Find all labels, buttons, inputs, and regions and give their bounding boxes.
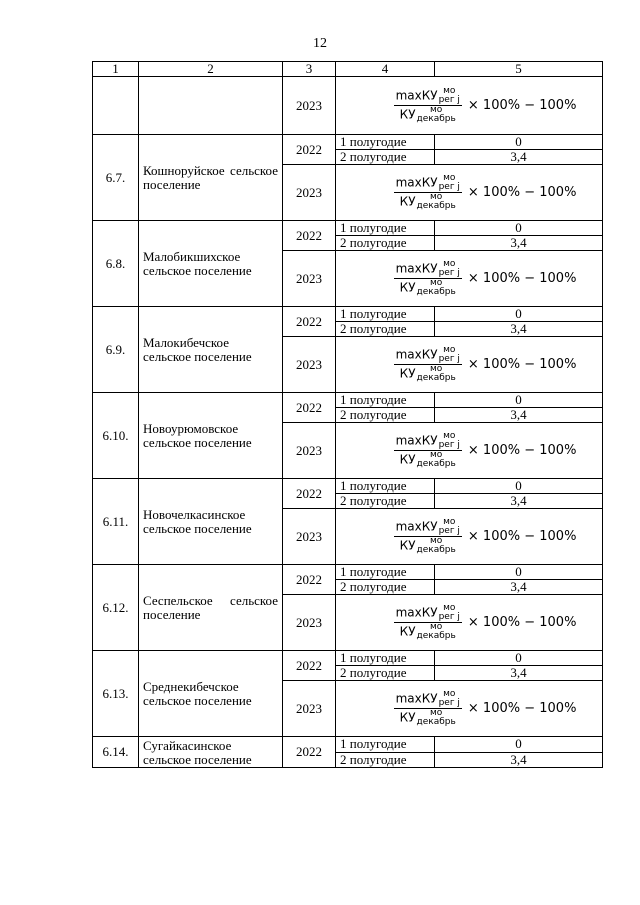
formula-den-sub: декабрь — [416, 545, 456, 555]
formula-den-main: КУ — [399, 624, 416, 639]
half-year-value: 0 — [435, 135, 603, 150]
formula — [394, 87, 577, 124]
formula-cell — [336, 509, 603, 565]
half-year-label: 1 полугодие — [336, 393, 435, 408]
formula-numerator — [394, 174, 462, 192]
formula-fraction — [394, 518, 462, 555]
table-row — [93, 307, 603, 322]
formula-fraction — [394, 174, 462, 211]
row-year: 2023 — [283, 77, 336, 135]
half-year-value: 0 — [435, 221, 603, 236]
formula-num-indices — [439, 518, 460, 536]
formula-fraction — [394, 432, 462, 469]
row-year: 2022 — [283, 393, 336, 423]
formula-den-sub: декабрь — [416, 373, 456, 383]
settlement-name: Среднекибечское сельское поселение — [139, 651, 283, 737]
table-body — [93, 62, 603, 768]
row-number: 6.9. — [93, 307, 139, 393]
half-year-value: 3,4 — [435, 666, 603, 681]
half-year-value: 3,4 — [435, 236, 603, 251]
formula-num-main: maxКУ — [395, 605, 438, 620]
half-year-value: 0 — [435, 307, 603, 322]
formula-den-sup: мо — [430, 105, 443, 115]
table-row — [93, 651, 603, 666]
half-year-value: 3,4 — [435, 580, 603, 595]
half-year-value: 0 — [435, 393, 603, 408]
row-number: 6.14. — [93, 737, 139, 768]
formula-denominator — [398, 537, 458, 555]
formula-num-sup: мо — [443, 431, 456, 441]
half-year-value: 3,4 — [435, 150, 603, 165]
formula-den-sub: декабрь — [416, 287, 456, 297]
formula-numerator — [394, 260, 462, 278]
formula-cell — [336, 681, 603, 737]
half-year-label: 2 полугодие — [336, 408, 435, 423]
formula-tail: × 100% − 100% — [467, 356, 577, 372]
formula-den-sup: мо — [430, 192, 443, 202]
formula-tail: × 100% − 100% — [467, 614, 577, 630]
row-year: 2022 — [283, 479, 336, 509]
settlement-name: Кошноруйское сельское поселение — [139, 135, 283, 221]
formula-den-main: КУ — [399, 538, 416, 553]
row-year: 2022 — [283, 221, 336, 251]
row-number: 6.7. — [93, 135, 139, 221]
half-year-value: 3,4 — [435, 322, 603, 337]
table-row — [93, 565, 603, 580]
formula-num-sub: рег j — [438, 526, 460, 536]
header-col-5: 5 — [435, 62, 603, 77]
formula-tail: × 100% − 100% — [467, 442, 577, 458]
formula-num-sub: рег j — [438, 182, 460, 192]
formula-num-sup: мо — [443, 259, 456, 269]
settlement-name: Малокибечское сельское поселение — [139, 307, 283, 393]
half-year-label: 2 полугодие — [336, 666, 435, 681]
formula-num-sub: рег j — [438, 612, 460, 622]
header-col-4: 4 — [336, 62, 435, 77]
formula-den-sub: декабрь — [416, 114, 456, 124]
settlement-name: Новоурюмовское сельское поселение — [139, 393, 283, 479]
formula-den-sub: декабрь — [416, 459, 456, 469]
half-year-value: 3,4 — [435, 494, 603, 509]
formula-num-sup: мо — [443, 517, 456, 527]
formula-fraction — [394, 690, 462, 727]
formula-num-sub: рег j — [438, 440, 460, 450]
formula-num-sub: рег j — [438, 268, 460, 278]
formula-fraction — [394, 87, 462, 124]
formula — [394, 260, 577, 297]
formula-denominator — [398, 623, 458, 641]
formula — [394, 518, 577, 555]
formula — [394, 690, 577, 727]
formula-num-indices — [439, 690, 460, 708]
formula-num-indices — [439, 260, 460, 278]
header-col-2: 2 — [139, 62, 283, 77]
formula-den-main: КУ — [399, 452, 416, 467]
row-year: 2023 — [283, 509, 336, 565]
formula-tail: × 100% − 100% — [467, 270, 577, 286]
half-year-label: 2 полугодие — [336, 752, 435, 768]
formula — [394, 174, 577, 211]
row-year: 2022 — [283, 565, 336, 595]
formula-den-main: КУ — [399, 107, 416, 122]
formula-den-indices — [417, 279, 456, 297]
header-col-1: 1 — [93, 62, 139, 77]
settlement-name: Малобикшихское сельское поселение — [139, 221, 283, 307]
formula-cell — [336, 337, 603, 393]
indicator-table — [92, 61, 603, 768]
formula-cell — [336, 595, 603, 651]
formula-num-indices — [439, 174, 460, 192]
formula-numerator — [394, 346, 462, 364]
table-row — [93, 479, 603, 494]
formula-den-indices — [417, 623, 456, 641]
formula-num-sup: мо — [443, 689, 456, 699]
formula-num-indices — [439, 432, 460, 450]
row-year: 2022 — [283, 135, 336, 165]
formula-den-indices — [417, 193, 456, 211]
row-year: 2023 — [283, 337, 336, 393]
formula-tail: × 100% − 100% — [467, 97, 577, 113]
half-year-label: 1 полугодие — [336, 479, 435, 494]
header-col-3: 3 — [283, 62, 336, 77]
half-year-label: 2 полугодие — [336, 322, 435, 337]
row-year: 2023 — [283, 595, 336, 651]
row-year: 2023 — [283, 251, 336, 307]
formula-numerator — [394, 604, 462, 622]
formula-den-main: КУ — [399, 366, 416, 381]
table-row — [93, 221, 603, 236]
row-number — [93, 77, 139, 135]
formula-num-sub: рег j — [438, 698, 460, 708]
row-year: 2023 — [283, 165, 336, 221]
formula-den-sub: декабрь — [416, 717, 456, 727]
formula-den-main: КУ — [399, 710, 416, 725]
row-number: 6.10. — [93, 393, 139, 479]
formula-num-main: maxКУ — [395, 175, 438, 190]
formula — [394, 604, 577, 641]
row-number: 6.8. — [93, 221, 139, 307]
formula-cell — [336, 77, 603, 135]
formula-cell — [336, 251, 603, 307]
row-year: 2023 — [283, 681, 336, 737]
formula-denominator — [398, 709, 458, 727]
table-row — [93, 737, 603, 753]
formula — [394, 346, 577, 383]
page-number: 12 — [313, 36, 327, 51]
half-year-label: 1 полугодие — [336, 651, 435, 666]
half-year-label: 1 полугодие — [336, 221, 435, 236]
formula-num-sup: мо — [443, 603, 456, 613]
formula-numerator — [394, 87, 462, 105]
formula-tail: × 100% − 100% — [467, 700, 577, 716]
settlement-name: Сеспельское сельское поселение — [139, 565, 283, 651]
half-year-label: 1 полугодие — [336, 565, 435, 580]
half-year-label: 1 полугодие — [336, 737, 435, 753]
formula-den-sup: мо — [430, 364, 443, 374]
formula-num-sup: мо — [443, 86, 456, 96]
formula-den-main: КУ — [399, 194, 416, 209]
settlement-name: Сугайкасинское сельское поселение — [139, 737, 283, 768]
formula-den-sup: мо — [430, 450, 443, 460]
row-number: 6.12. — [93, 565, 139, 651]
formula-fraction — [394, 260, 462, 297]
formula-num-main: maxКУ — [395, 261, 438, 276]
formula-num-sup: мо — [443, 345, 456, 355]
formula-num-indices — [439, 87, 460, 105]
half-year-value: 0 — [435, 565, 603, 580]
row-year: 2023 — [283, 423, 336, 479]
formula-den-sup: мо — [430, 536, 443, 546]
formula-den-indices — [417, 451, 456, 469]
formula-den-indices — [417, 537, 456, 555]
formula-den-indices — [417, 365, 456, 383]
formula-den-sup: мо — [430, 278, 443, 288]
half-year-label: 1 полугодие — [336, 135, 435, 150]
formula-num-sup: мо — [443, 173, 456, 183]
formula-den-sup: мо — [430, 622, 443, 632]
formula — [394, 432, 577, 469]
table-row — [93, 135, 603, 150]
half-year-value: 0 — [435, 651, 603, 666]
formula-cell — [336, 165, 603, 221]
formula-cell — [336, 423, 603, 479]
formula-fraction — [394, 346, 462, 383]
row-year: 2022 — [283, 737, 336, 768]
row-number: 6.11. — [93, 479, 139, 565]
formula-den-sub: декабрь — [416, 201, 456, 211]
table-row — [93, 77, 603, 135]
formula-fraction — [394, 604, 462, 641]
formula-denominator — [398, 279, 458, 297]
half-year-value: 0 — [435, 479, 603, 494]
formula-tail: × 100% − 100% — [467, 528, 577, 544]
formula-den-sub: декабрь — [416, 631, 456, 641]
formula-num-indices — [439, 604, 460, 622]
formula-numerator — [394, 690, 462, 708]
row-year: 2022 — [283, 307, 336, 337]
row-name — [139, 77, 283, 135]
formula-den-sup: мо — [430, 708, 443, 718]
formula-den-indices — [417, 106, 456, 124]
formula-denominator — [398, 365, 458, 383]
half-year-label: 2 полугодие — [336, 150, 435, 165]
formula-tail: × 100% − 100% — [467, 184, 577, 200]
half-year-label: 2 полугодие — [336, 236, 435, 251]
formula-numerator — [394, 518, 462, 536]
formula-denominator — [398, 193, 458, 211]
formula-num-main: maxКУ — [395, 88, 438, 103]
row-year: 2022 — [283, 651, 336, 681]
formula-numerator — [394, 432, 462, 450]
half-year-label: 2 полугодие — [336, 494, 435, 509]
formula-num-sub: рег j — [438, 354, 460, 364]
half-year-label: 1 полугодие — [336, 307, 435, 322]
table-row — [93, 393, 603, 408]
formula-num-main: maxКУ — [395, 433, 438, 448]
header-row — [93, 62, 603, 77]
half-year-value: 3,4 — [435, 408, 603, 423]
formula-num-indices — [439, 346, 460, 364]
formula-num-main: maxКУ — [395, 347, 438, 362]
formula-num-main: maxКУ — [395, 691, 438, 706]
formula-den-main: КУ — [399, 280, 416, 295]
formula-den-indices — [417, 709, 456, 727]
row-number: 6.13. — [93, 651, 139, 737]
formula-num-main: maxКУ — [395, 519, 438, 534]
half-year-value: 0 — [435, 737, 603, 753]
half-year-label: 2 полугодие — [336, 580, 435, 595]
formula-num-sub: рег j — [438, 95, 460, 105]
half-year-value: 3,4 — [435, 752, 603, 768]
formula-denominator — [398, 451, 458, 469]
formula-denominator — [398, 106, 458, 124]
settlement-name: Новочелкасинское сельское поселение — [139, 479, 283, 565]
